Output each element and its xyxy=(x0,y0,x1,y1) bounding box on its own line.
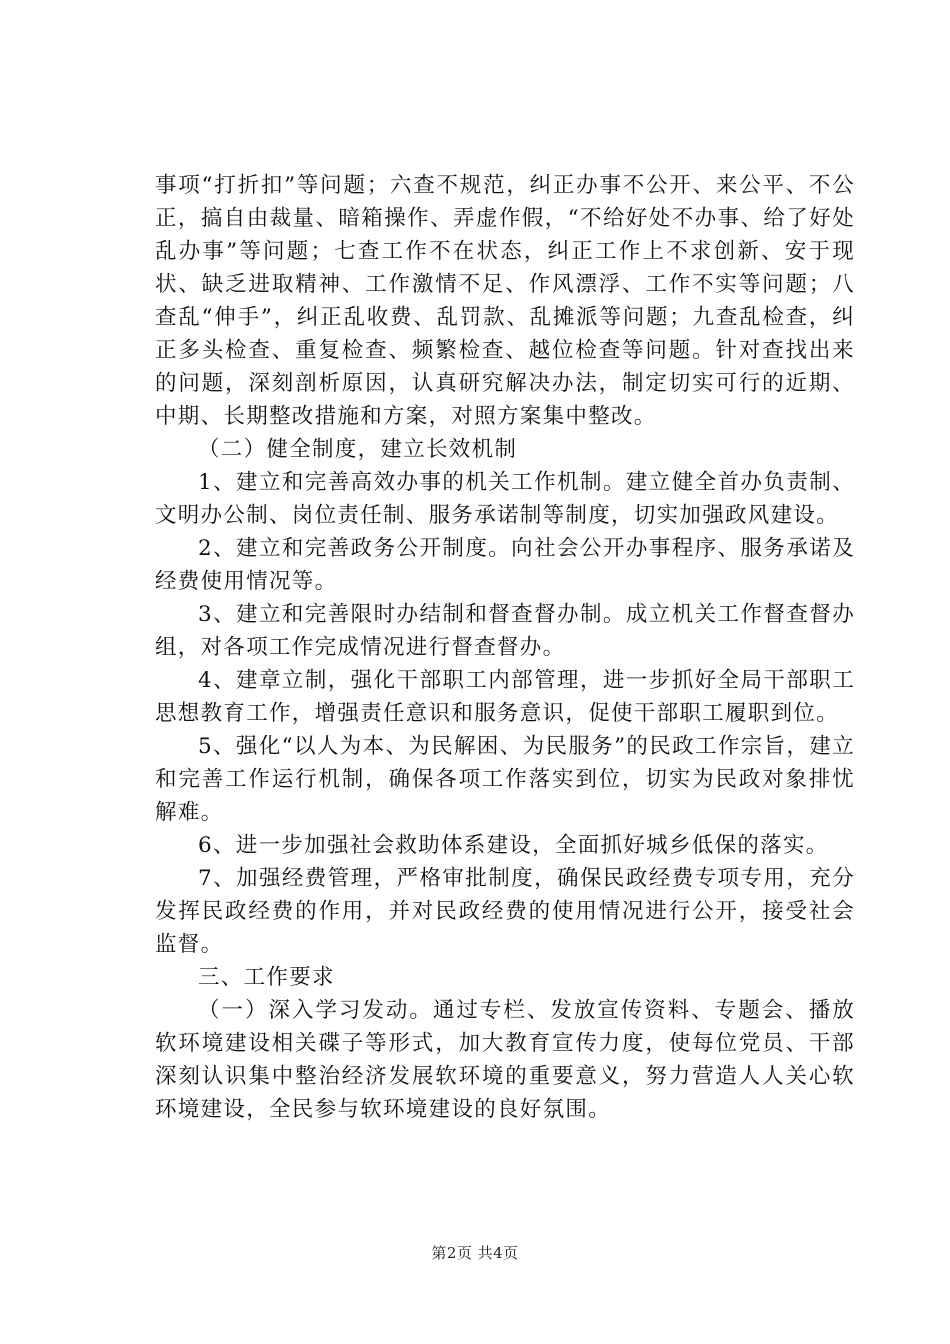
paragraph-item-1: 1、建立和完善高效办事的机关工作机制。建立健全首办负责制、文明办公制、岗位责任制、服务承诺制等制度，切实加强政风建设。 xyxy=(155,470,855,528)
page-number-footer: 第2页 共4页 xyxy=(431,1244,519,1262)
section-heading-3: 三、工作要求 xyxy=(198,965,335,990)
paragraph-item-3: 3、建立和完善限时办结制和督查督办制。成立机关工作督查督办组，对各项工作完成情况进行督查督办。 xyxy=(155,602,855,660)
paragraph-continuation: 事项“打折扣”等问题；六查不规范，纠正办事不公开、来公平、不公正，搞自由裁量、暗箱操作、弄虚作假，“不给好处不办事、给了好处乱办事”等问题；七查工作不在状态，纠正工作上不求创新、安于现状、缺乏进取精神、工作激情不足、作风漂浮、工作不实等问题；八查乱“伸手”，纠正乱收费、乱罚款、乱摊派等问题；九查乱检查，纠正多头检查、重复检查、频繁检查、越位检查等问题。针对查找出来的问题，深刻剖析原因，认真研究解决办法，制定切实可行的近期、中期、长期整改措施和方案，对照方案集中整改。 xyxy=(155,173,855,429)
paragraph-item-4: 4、建章立制，强化干部职工内部管理，进一步抓好全局干部职工思想教育工作，增强责任意识和服务意识，促使干部职工履职到位。 xyxy=(155,668,855,726)
document-body xyxy=(155,169,855,1126)
paragraph-item-5: 5、强化“以人为本、为民解困、为民服务”的民政工作宗旨，建立和完善工作运行机制，确保各项工作落实到位，切实为民政对象排忧解难。 xyxy=(155,734,855,825)
paragraph-item-7: 7、加强经费管理，严格审批制度，确保民政经费专项专用，充分发挥民政经费的作用，并对民政经费的使用情况进行公开，接受社会监督。 xyxy=(155,866,855,957)
paragraph-requirement-1: （一）深入学习发动。通过专栏、发放宣传资料、专题会、播放软环境建设相关碟子等形式，加大教育宣传力度，使每位党员、干部深刻认识集中整治经济发展软环境的重要意义，努力营造人人关心软环境建设，全民参与软环境建设的良好氛围。 xyxy=(155,998,855,1122)
section-heading-2: （二）健全制度，建立长效机制 xyxy=(198,437,518,462)
paragraph-item-6: 6、进一步加强社会救助体系建设，全面抓好城乡低保的落实。 xyxy=(198,833,829,858)
paragraph-item-2: 2、建立和完善政务公开制度。向社会公开办事程序、服务承诺及经费使用情况等。 xyxy=(155,536,855,594)
